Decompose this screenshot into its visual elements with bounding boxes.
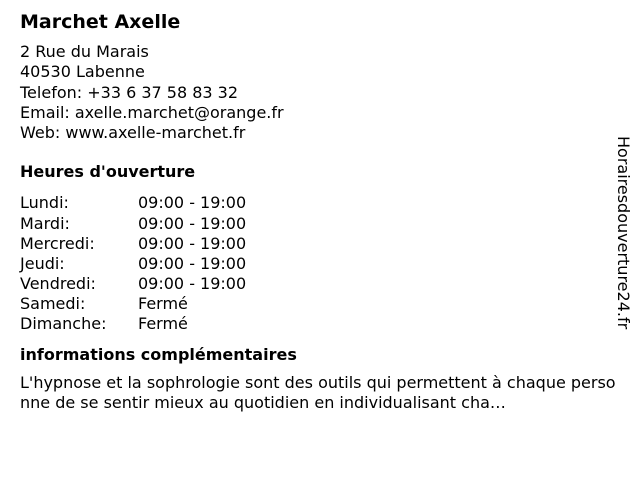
business-name: Marchet Axelle	[20, 11, 181, 33]
business-card	[20, 10, 620, 414]
time-value: Fermé	[138, 293, 188, 313]
site-watermark[interactable]: Horairesdouverture24.fr	[614, 136, 633, 330]
hours-row	[20, 234, 620, 254]
hours-row	[20, 193, 620, 213]
info-heading: informations complémentaires	[20, 345, 297, 365]
info-description: L'hypnose et la sophrologie sont des outils qui permettent à chaque personne de se sentir mieux au quotidien en individualisant cha…	[20, 373, 616, 413]
day-label: Mardi:	[20, 213, 70, 233]
phone-line[interactable]: Telefon: +33 6 37 58 83 32	[20, 82, 239, 102]
day-label: Jeudi:	[20, 253, 65, 273]
day-label: Samedi:	[20, 293, 86, 313]
hours-row	[20, 214, 620, 234]
hours-row	[20, 294, 620, 314]
time-value: 09:00 - 19:00	[138, 213, 247, 233]
web-line[interactable]: Web: www.axelle-marchet.fr	[20, 123, 246, 143]
time-value: Fermé	[138, 314, 188, 334]
hours-row	[20, 314, 620, 334]
hours-row	[20, 254, 620, 274]
time-value: 09:00 - 19:00	[138, 253, 247, 273]
day-label: Lundi:	[20, 193, 69, 213]
day-label: Dimanche:	[20, 314, 107, 334]
time-value: 09:00 - 19:00	[138, 193, 247, 213]
day-label: Mercredi:	[20, 233, 95, 253]
address-street: 2 Rue du Marais	[20, 42, 149, 61]
time-value: 09:00 - 19:00	[138, 273, 247, 293]
email-line[interactable]: Email: axelle.marchet@orange.fr	[20, 102, 284, 122]
address-city: 40530 Labenne	[20, 62, 145, 82]
hours-row	[20, 274, 620, 294]
hours-table	[20, 193, 620, 334]
time-value: 09:00 - 19:00	[138, 233, 247, 253]
hours-heading: Heures d'ouverture	[20, 162, 196, 182]
day-label: Vendredi:	[20, 273, 96, 293]
